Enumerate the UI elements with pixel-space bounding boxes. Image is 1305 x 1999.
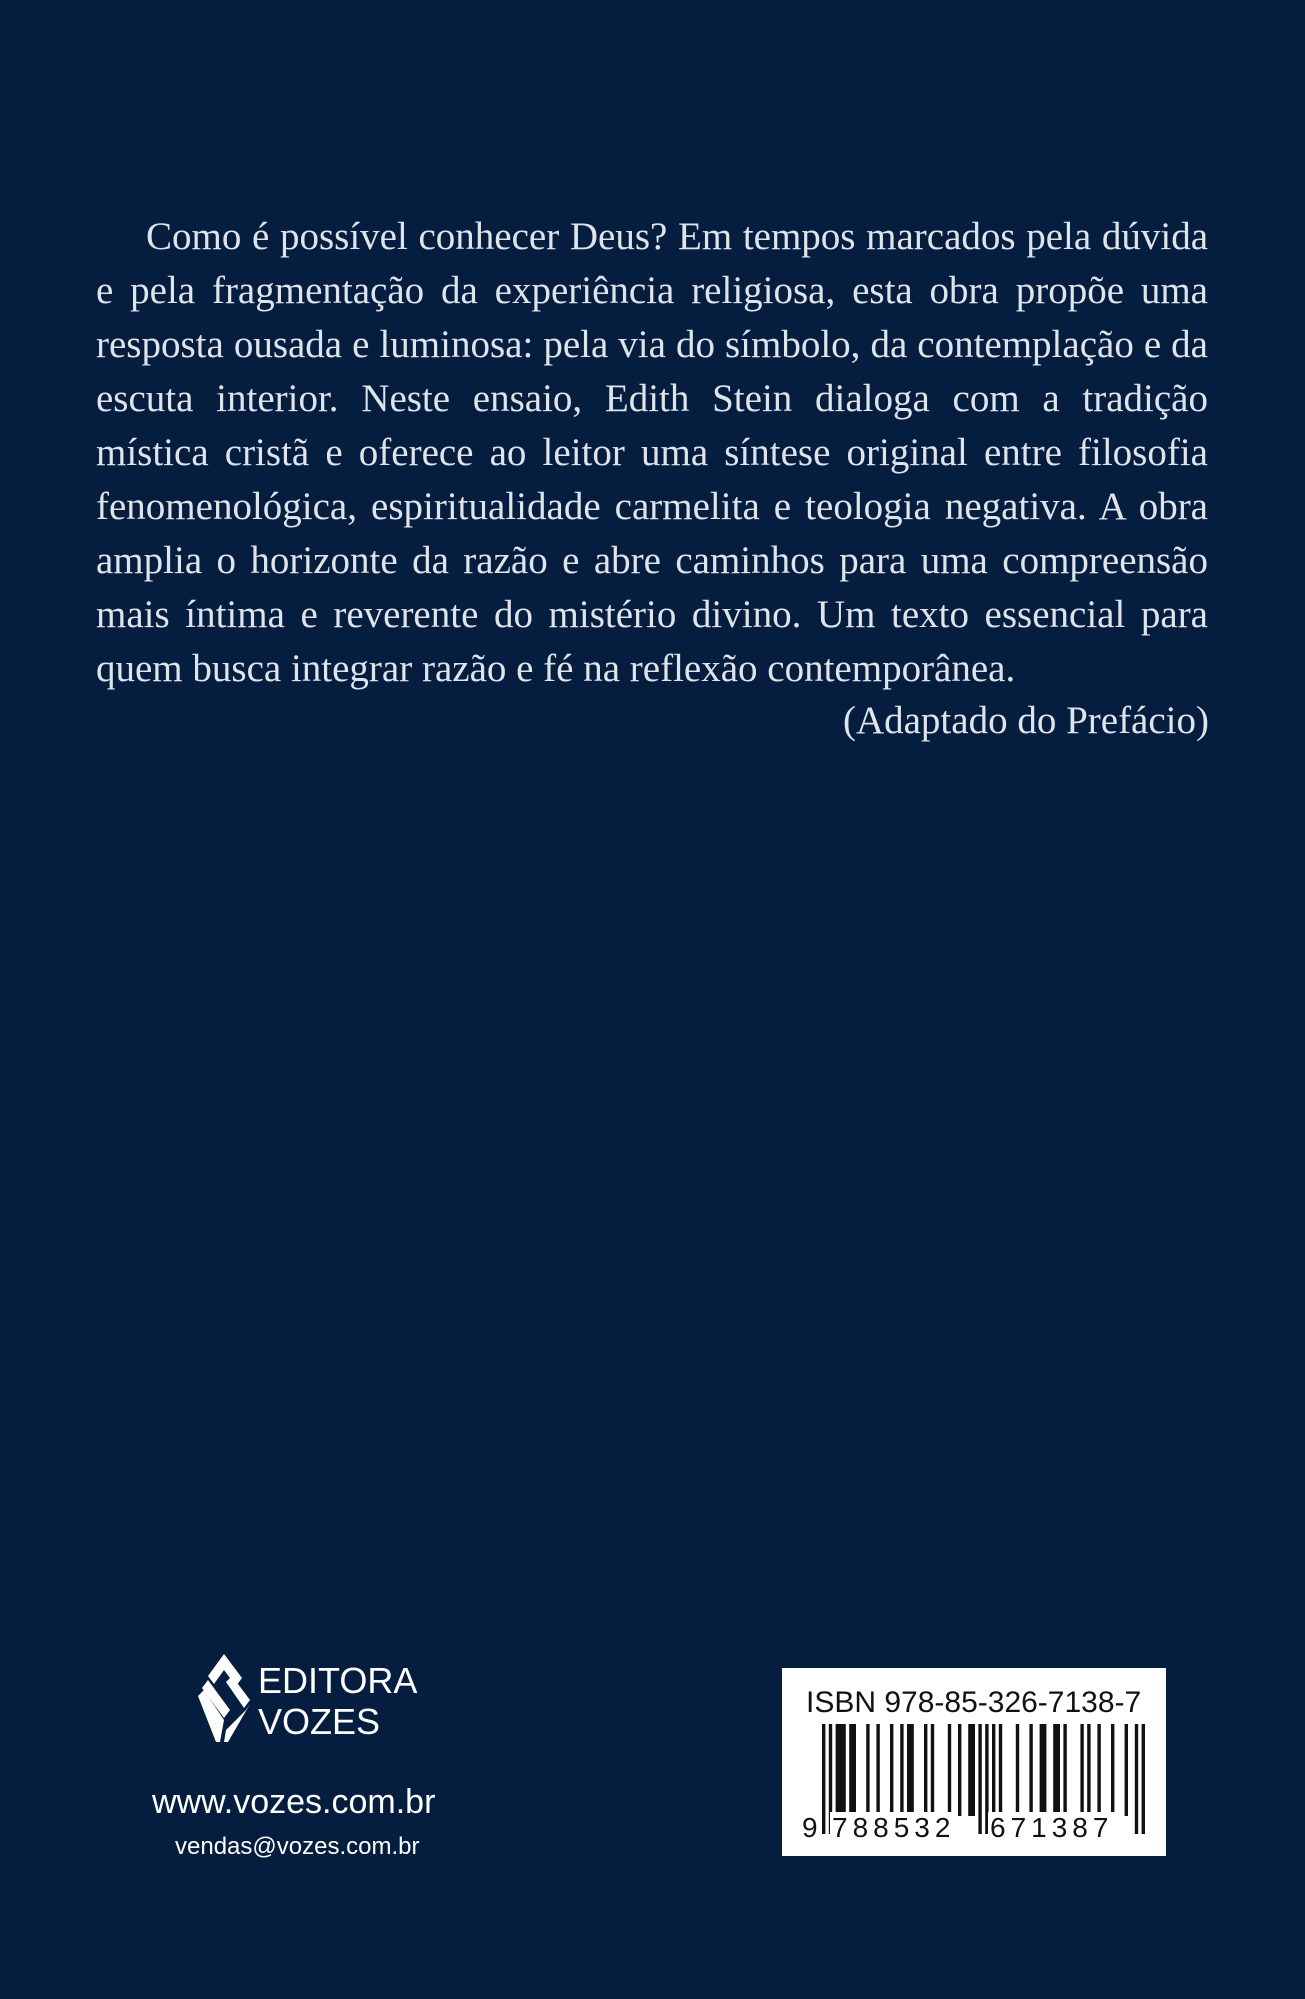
barcode-bar xyxy=(1080,1724,1083,1816)
barcode-bar xyxy=(968,1724,975,1816)
barcode-bar xyxy=(1111,1724,1114,1816)
back-cover-blurb: Como é possível conhecer Deus? Em tempos marcados pela dúvida e pela fragmentação da experiência religiosa, esta obra propõe uma resposta ousada e luminosa: pela via do símbolo, da contemplação e da escuta interior. Neste ensaio, Edith Stein dialoga com a tradição mística cristã e oferece ao leitor uma síntese original entre filosofia fenomenológica, espiritualidade carmelita e teologia negativa. A obra amplia o horizonte da razão e abre caminhos para uma compreensão mais íntima e reverente do mistério divino. Um texto essencial para quem busca integrar razão e fé na reflexão contemporânea. xyxy=(96,215,1208,690)
barcode-bar xyxy=(999,1724,1002,1816)
barcode-bar xyxy=(1097,1724,1100,1816)
barcode-bar xyxy=(900,1724,903,1816)
barcode-bar xyxy=(1029,1724,1032,1816)
publisher-logo xyxy=(196,1650,436,1750)
barcode-bar xyxy=(1125,1724,1128,1816)
barcode-bar xyxy=(876,1724,879,1816)
barcode-digits xyxy=(802,1812,1146,1844)
blurb-attribution: (Adaptado do Prefácio) xyxy=(842,699,1209,742)
publisher-name-line1: EDITORA xyxy=(258,1660,418,1701)
publisher-name xyxy=(258,1660,417,1742)
barcode-bar xyxy=(1053,1724,1060,1816)
barcode-bar xyxy=(1040,1724,1047,1816)
barcode-left-digits: 788532 xyxy=(832,1812,956,1843)
isbn-barcode xyxy=(782,1668,1166,1856)
publisher-email[interactable]: vendas@vozes.com.br xyxy=(175,1833,420,1860)
publisher-name-line2: VOZES xyxy=(258,1701,381,1742)
barcode-bar xyxy=(1016,1724,1019,1816)
barcode-bar xyxy=(866,1724,869,1816)
editora-vozes-logo-icon xyxy=(196,1650,252,1746)
barcode-bar xyxy=(907,1724,914,1816)
barcode-bar xyxy=(890,1724,893,1816)
barcode-bar xyxy=(958,1724,961,1816)
barcode-right-digits: 671387 xyxy=(990,1812,1114,1843)
isbn-label: ISBN 978-85-326-7138-7 xyxy=(806,1686,1142,1719)
barcode-bar xyxy=(836,1724,846,1816)
barcode-first-digit: 9 xyxy=(802,1812,818,1843)
publisher-website[interactable]: www.vozes.com.br xyxy=(152,1783,436,1821)
barcode-bar xyxy=(924,1724,927,1816)
barcode-bar xyxy=(849,1724,856,1816)
barcode-bar xyxy=(1063,1724,1066,1816)
barcode-bar xyxy=(1087,1724,1090,1816)
barcode-bar xyxy=(992,1724,995,1816)
barcode-bar xyxy=(931,1724,934,1816)
barcode-bar xyxy=(948,1724,951,1816)
